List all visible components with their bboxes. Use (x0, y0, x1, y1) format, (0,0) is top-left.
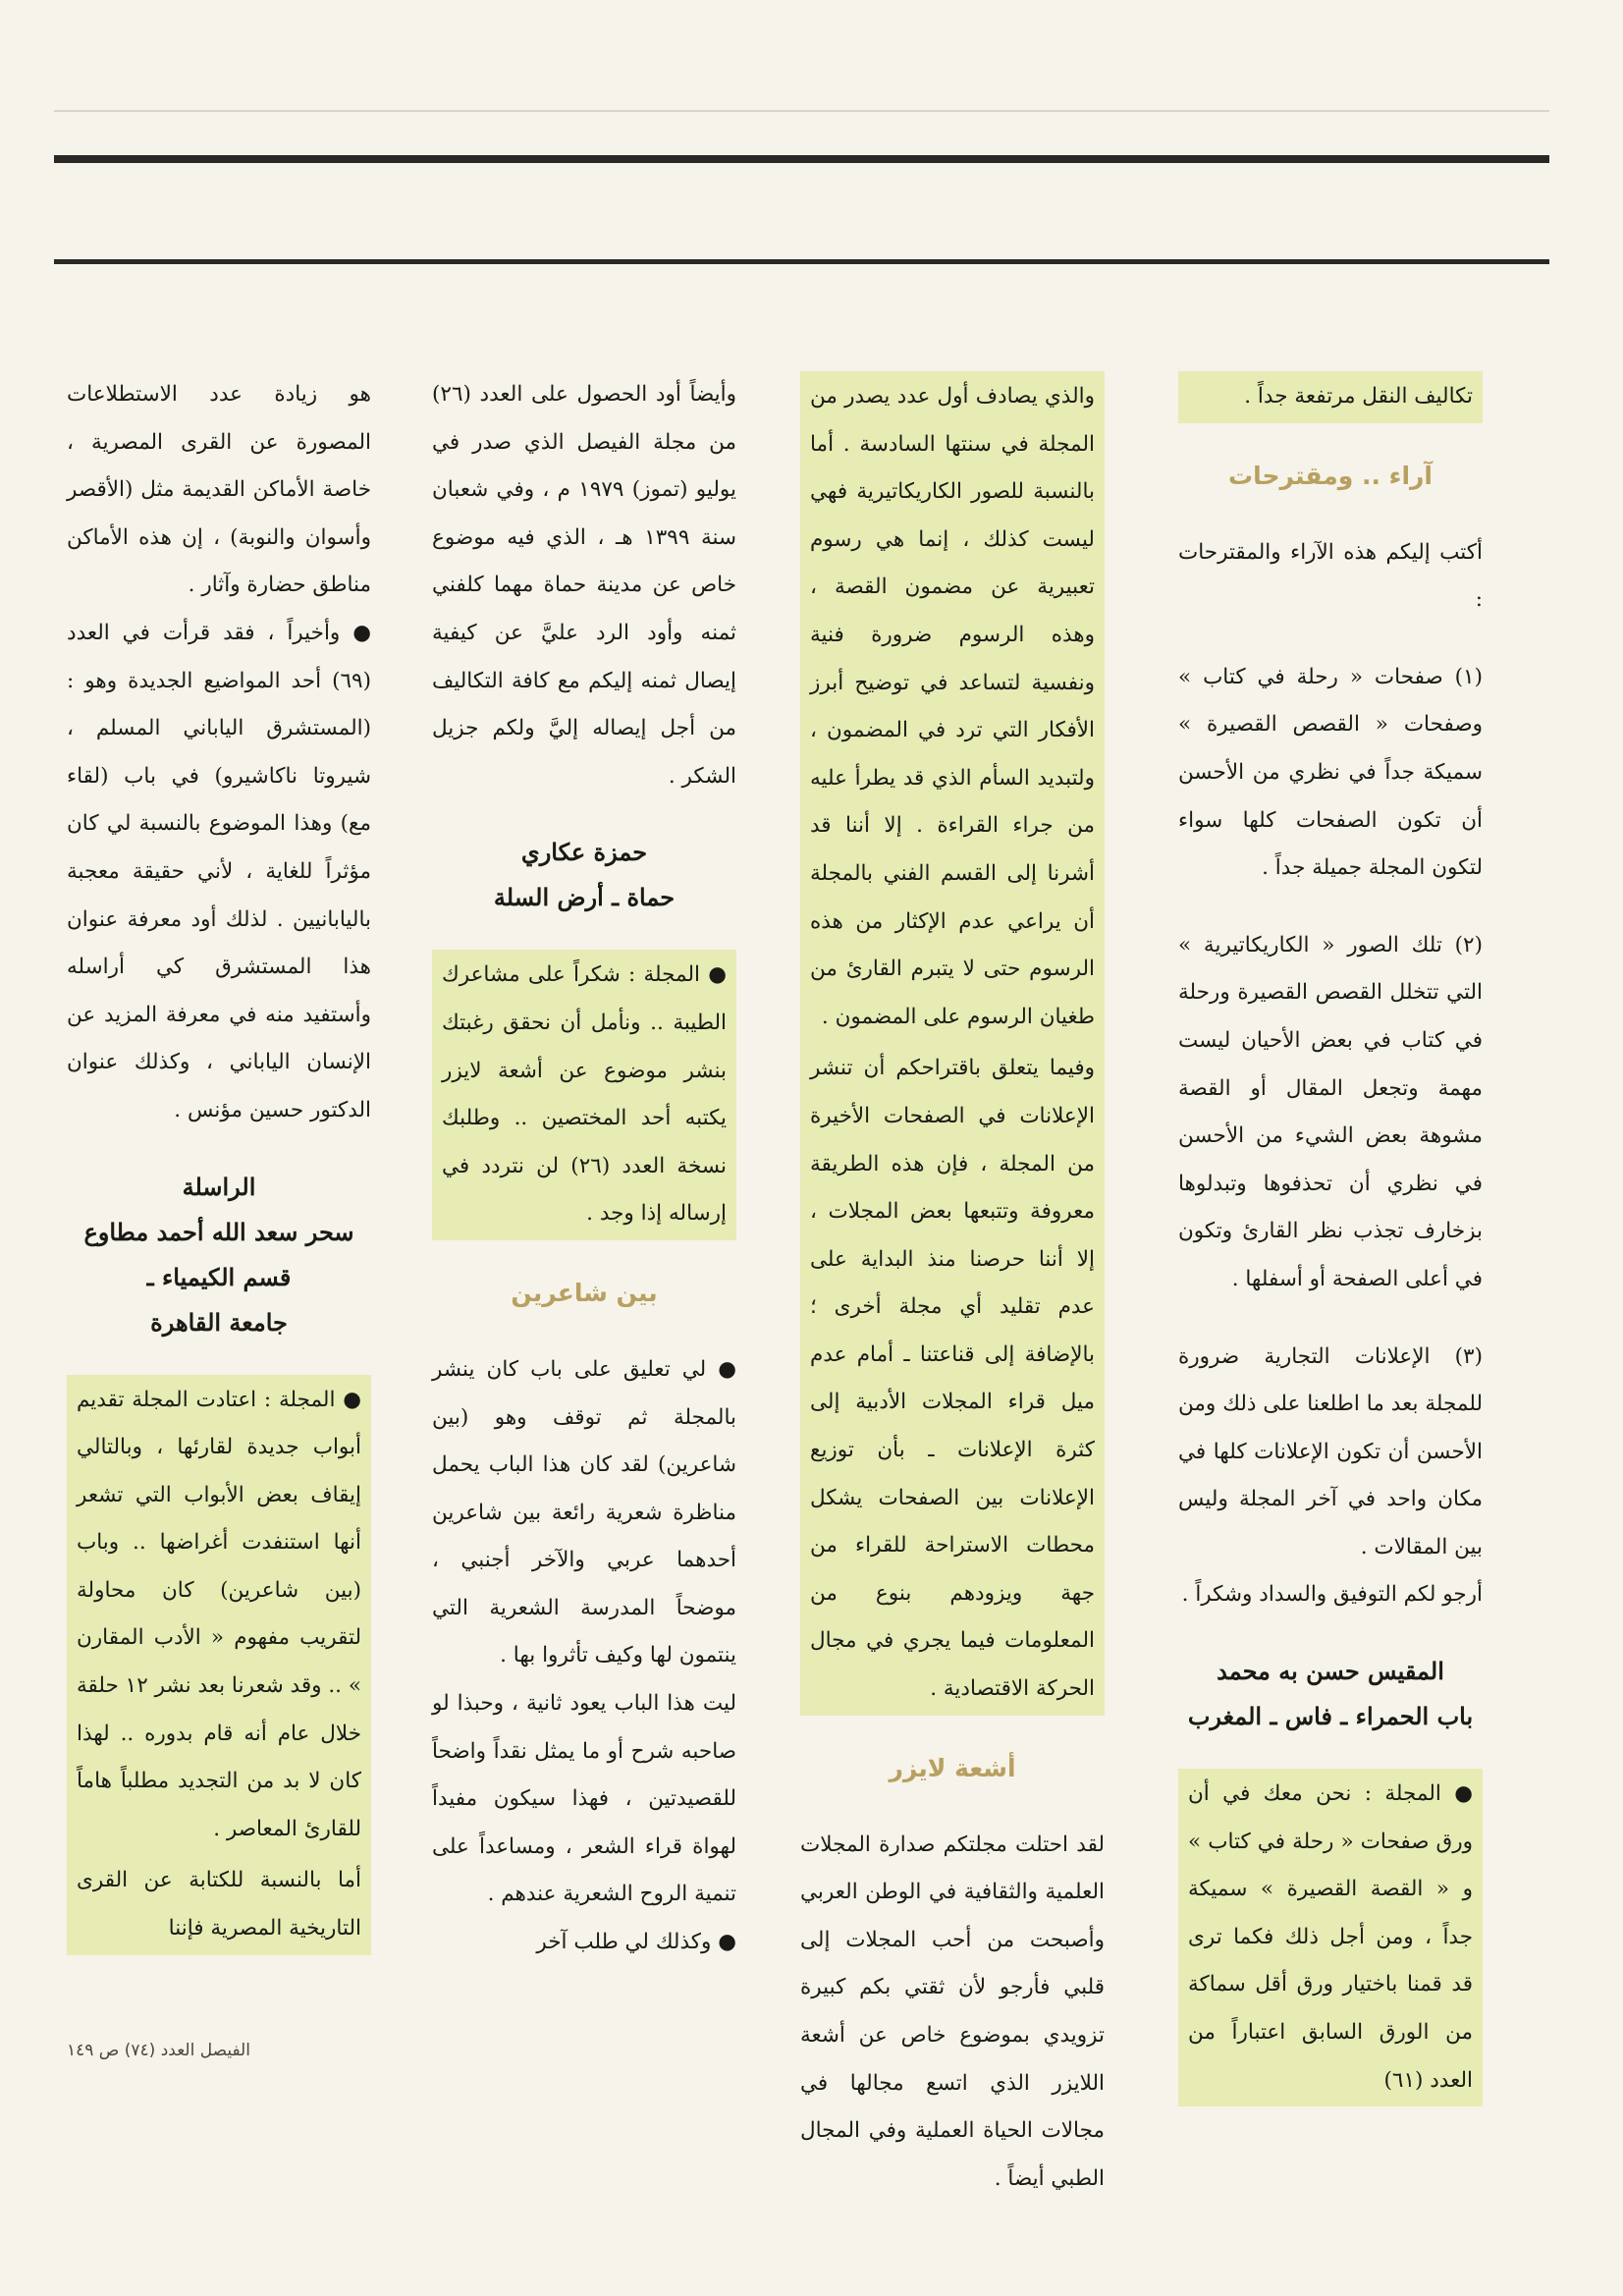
page-footer: الفيصل العدد (٧٤) ص ١٤٩ (67, 2041, 250, 2060)
col3-reply: ● المجلة : شكراً على مشاعرك الطيبة .. ونأمل أن نحقق رغبتك بنشر موضوع عن أشعة لايزر يكتبه أحد المختصين .. وطلبك نسخة العدد (٢٦) لن نتردد في إرساله إذا وجد . (432, 950, 736, 1240)
col4-label: الراسلة (182, 1172, 256, 1201)
col4-signature-univ: جامعة القاهرة (150, 1307, 288, 1337)
column-1 (1178, 371, 1483, 2106)
col4-para1: هو زيادة عدد الاستطلاعات المصورة عن القرى المصرية ، خاصة الأماكن القديمة مثل (الأقصر وأسوان والنوبة) ، إن هذه الأماكن مناطق حضارة وآثار . (67, 382, 371, 598)
col1-closing: أرجو لكم التوفيق والسداد وشكراً . (1181, 1582, 1483, 1608)
col3-para2: ليت هذا الباب يعود ثانية ، وحبذا لو صاحبه شرح أو ما يمثل نقداً واضحاً للقصيدتين ، فهذا سيكون مفيداً لهواة قراء الشعر ، ومساعداً على تنمية الروح الشعرية عندهم . (432, 1691, 736, 1907)
col2-body: لقد احتلت مجلتكم صدارة المجلات العلمية والثقافية في الوطن العربي وأصبحت من أحب المجلات إلى قلبي فأرجو لأن ثقتي بكم كبيرة تزويدي بموضوع خاص عن أشعة اللايزر الذي اتسع مجالها في مجالات الحياة العملية وفي المجال الطبي أيضاً . (800, 1831, 1105, 2191)
column-3 (432, 371, 736, 1967)
column-2 (800, 371, 1105, 2203)
col1-signature-name: المقيس حسن به محمد (1217, 1657, 1444, 1686)
col2-heading: أشعة لايزر (889, 1753, 1016, 1782)
column-4 (67, 371, 371, 1955)
col1-item3: (٣) الإعلانات التجارية ضرورة للمجلة بعد ما اطلعنا على ذلك ومن الأحسن أن تكون الإعلانات كلها في مكان واحد في آخر المجلة وليس بين المقالات . (1178, 1343, 1483, 1559)
col4-para2: ● وأخيراً ، فقد قرأت في العدد (٦٩) أحد المواضيع الجديدة وهو : (المستشرق الياباني المسلم ، شيروتا ناكاشيرو) في باب (لقاء مع) وهذا الموضوع بالنسبة لي كان مؤثراً للغاية ، لأني حقيقة معجبة باليابانيين . لذلك أود معرفة عنوان هذا المستشرق كي أراسله وأستفيد منه في معرفة المزيد عن الإنسان الياباني ، وكذلك عنوان الدكتور حسين مؤنس . (67, 620, 371, 1122)
col2-reply-cont: والذي يصادف أول عدد يصدر من المجلة في سنتها السادسة . أما بالنسبة للصور الكاريكاتيرية فهي ليست كذلك ، إنما هي رسوم تعبيرية عن مضمون القصة ، وهذه الرسوم ضرورة فنية ونفسية لتساعد في توضيح أبرز الأفكار التي ترد في المضمون ، ولتبديد السأم الذي قد يطرأ عليه من جراء القراءة . إلا أننا قد أشرنا إلى القسم الفني بالمجلة أن يراعي عدم الإكثار من هذه الرسوم حتى لا يتبرم القارئ من طغيان الرسوم على المضمون . (800, 371, 1105, 1043)
header-rule-bottom (54, 259, 1549, 264)
col3-para3: ● وكذلك لي طلب آخر (536, 1930, 736, 1955)
col1-item1: (١) صفحات « رحلة في كتاب » وصفحات « القصص القصيرة » سميكة جداً في نظري من الأحسن أن تكون الصفحات كلها سواء لتكون المجلة جميلة جداً . (1178, 664, 1483, 881)
top-faint-rule (54, 110, 1549, 112)
col2-reply-ads: وفيما يتعلق باقتراحكم أن تنشر الإعلانات في الصفحات الأخيرة من المجلة ، فإن هذه الطريقة معروفة وتتبعها بعض المجلات ، إلا أننا حرصنا منذ البداية على عدم تقليد أي مجلة أخرى ؛ بالإضافة إلى قناعتنا ـ أمام عدم ميل قراء المجلات الأدبية إلى كثرة الإعلانات ـ بأن توزيع الإعلانات بين الصفحات يشكل محطات الاستراحة للقراء من جهة ويزودهم بنوع من المعلومات فيما يجري في مجال الحركة الاقتصادية . (800, 1043, 1105, 1715)
col4-signature-dept: قسم الكيمياء ـ (146, 1262, 292, 1291)
header-rule-top (54, 155, 1549, 163)
col3-signature-place: حماة ـ أرض السلة (493, 883, 676, 912)
col1-intro: تكاليف النقل مرتفعة جداً . (1178, 371, 1483, 423)
col3-body: وأيضاً أود الحصول على العدد (٢٦) من مجلة الفيصل الذي صدر في يوليو (تموز) ١٩٧٩ م ، وفي شعبان سنة ١٣٩٩ هـ ، الذي فيه موضوع خاص عن مدينة حماة مهما كلفني ثمنه وأود الرد عليَّ عن كيفية إيصال ثمنه إليكم مع كافة التكاليف من أجل إيصاله إليَّ ولكم جزيل الشكر . (432, 382, 736, 789)
col1-lead: أكتب إليكم هذه الآراء والمقترحات : (1178, 539, 1483, 613)
col3-signature-name: حمزة عكاري (520, 838, 648, 867)
col1-reply: ● المجلة : نحن معك في أن ورق صفحات « رحلة في كتاب » و « القصة القصيرة » سميكة جداً ، ومن أجل ذلك فكما ترى قد قمنا باختيار ورق أقل سماكة من الورق السابق اعتباراً من العدد (٦١) (1178, 1769, 1483, 2106)
col1-signature-place: باب الحمراء ـ فاس ـ المغرب (1187, 1702, 1474, 1731)
col1-item2: (٢) تلك الصور « الكاريكاتيرية » التي تتخلل القصص القصيرة ورحلة في كتاب في بعض الأحيان ليست مهمة وتجعل المقال أو القصة مشوهة بعض الشيء من الأحسن في نظري أن تحذفوها وتبدلوها بزخارف تجذب نظر القارئ وتكون في أعلى الصفحة أو أسفلها . (1178, 932, 1483, 1291)
col3-heading: بين شاعرين (511, 1278, 658, 1307)
col3-para1: ● لي تعليق على باب كان ينشر بالمجلة ثم توقف وهو (بين شاعرين) لقد كان هذا الباب يحمل مناظرة شعرية رائعة بين شاعرين أحدهما عربي والآخر أجنبي ، موضحاً المدرسة الشعرية التي ينتمون لها وكيف تأثروا بها . (432, 1356, 736, 1668)
col4-reply: ● المجلة : اعتادت المجلة تقديم أبواب جديدة لقارئها ، وبالتالي إيقاف بعض الأبواب التي تشعر أنها استنفدت أغراضها .. وباب (بين شاعرين) كان محاولة لتقريب مفهوم « الأدب المقارن » .. وقد شعرنا بعد نشر ١٢ حلقة خلال عام أنه قام بدوره .. لهذا كان لا بد من التجديد مطلباً هاماً للقارئ المعاصر . (67, 1375, 371, 1856)
col1-heading: آراء .. ومقترحات (1227, 461, 1433, 490)
col4-signature-name: سحر سعد الله أحمد مطاوع (83, 1217, 354, 1246)
col4-reply2: أما بالنسبة للكتابة عن القرى التاريخية المصرية فإننا (67, 1855, 371, 1954)
